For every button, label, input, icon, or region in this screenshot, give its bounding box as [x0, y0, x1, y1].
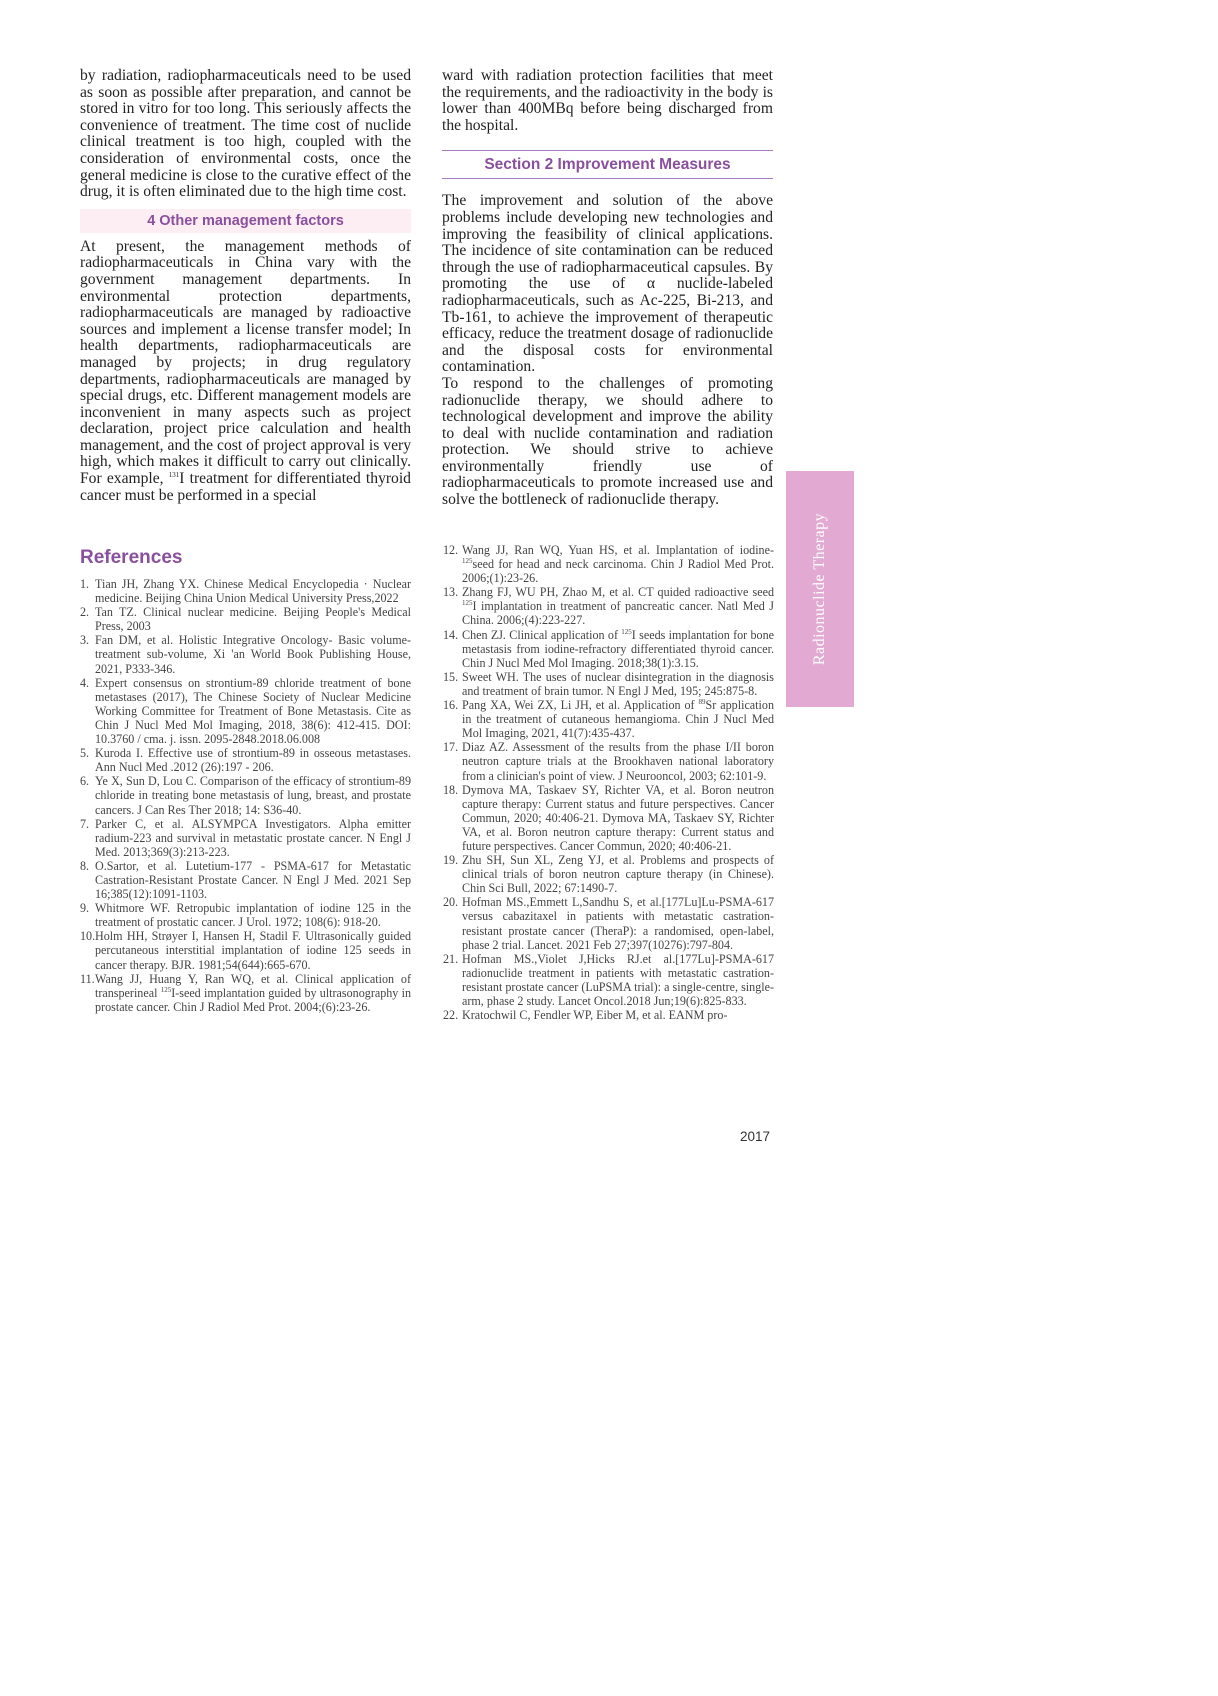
- reference-text: Dymova MA, Taskaev SY, Richter VA, et al. Boron neutron capture therapy: Current status and future perspectives. Cancer Commun, 2020; 40:406-21. Dymova MA, Taskaev SY, Richter VA, et al. Boron neutron capture therapy: Current status and future perspectives. Cancer Commun, 2020; 40:406-21.: [462, 782, 774, 853]
- reference-item: [443, 585, 774, 627]
- reference-text-cont: Sr application in the treatment of cutaneous hemangioma. Chin J Nucl Med Mol Imaging, 2021, 41(7):435-437.: [462, 698, 774, 741]
- reference-text: Zhu SH, Sun XL, Zeng YJ, et al. Problems and prospects of clinical trials of boron neutron capture therapy (in Chinese). Chin Sci Bull, 2022; 67:1490-7.: [462, 853, 774, 896]
- reference-text-cont: I implantation in treatment of pancreatic cancer. Natl Med J China. 2006;(4):223-227.: [462, 599, 774, 628]
- reference-item: [80, 633, 411, 675]
- reference-text: Parker C, et al. ALSYMPCA Investigators. Alpha emitter radium-223 and survival in metastatic prostate cancer. N Engl J Med. 2013;369(3):213-223.: [95, 816, 411, 859]
- improvement-paragraph-2: To respond to the challenges of promoting radionuclide therapy, we should adhere to technological development and improve the ability to deal with nuclide contamination and radiation protection. We should strive to achieve environmentally friendly use of radiopharmaceuticals to promote increased use and solve the bottleneck of radionuclide therapy.: [442, 374, 773, 509]
- reference-text: Pang XA, Wei ZX, Li JH, et al. Application of: [462, 698, 699, 713]
- reference-item: [443, 783, 774, 853]
- reference-number: 15.: [443, 669, 459, 684]
- section-4-paragraph: [80, 239, 411, 505]
- reference-text: Hofman MS.,Emmett L,Sandhu S, et al.[177Lu]Lu-PSMA-617 versus cabazitaxel in patients with metastatic castration-resistant prostate cancer (TheraP): a randomised, open-label, phase 2 trial. Lancet. 2021 Feb 27;397(10276):797-804.: [462, 895, 774, 952]
- side-tab-label: Radionuclide Therapy: [811, 512, 829, 666]
- reference-text: Expert consensus on strontium-89 chloride treatment of bone metastases (2017), The Chinese Society of Nuclear Medicine Working Committee for Treatment of Bone Metastasis. Cite as Chin J Nucl Med Mol Imaging, 2018, 38(6): 412-415. DOI: 10.3760 / cma. j. issn. 2095-2848.2018.06.008: [95, 675, 411, 747]
- reference-number: 6.: [80, 774, 90, 789]
- reference-item: [443, 740, 774, 782]
- reference-item: [80, 929, 411, 971]
- reference-number: 11.: [80, 971, 95, 986]
- reference-superscript: 125: [462, 557, 473, 566]
- reference-number: 14.: [443, 627, 459, 642]
- reference-item: [80, 901, 411, 929]
- reference-number: 3.: [80, 633, 90, 648]
- reference-number: 13.: [443, 585, 459, 600]
- references-list-left: [80, 577, 411, 1014]
- reference-text: Ye X, Sun D, Lou C. Comparison of the efficacy of strontium-89 chloride in treating bone metastasis of lung, breast, and prostate cancers. J Can Res Ther 2018; 14: S36-40.: [95, 774, 411, 817]
- section-side-tab: [786, 471, 854, 707]
- reference-item: [443, 952, 774, 1008]
- reference-text-cont: I-seed implantation guided by ultrasonography in prostate cancer. Chin J Radiol Med Prot. 2004;(6):23-26.: [95, 985, 411, 1014]
- reference-superscript: 125: [621, 627, 632, 636]
- reference-text: Chen ZJ. Clinical application of: [462, 627, 622, 642]
- right-column: [442, 68, 773, 509]
- reference-text: O.Sartor, et al. Lutetium-177 - PSMA-617 for Metastatic Castration-Resistant Prostate Cancer. N Engl J Med. 2021 Sep 16;385(12):1091-1103.: [95, 858, 411, 902]
- reference-number: 5.: [80, 746, 90, 761]
- improvement-paragraph-1: The improvement and solution of the above problems include developing new technologies and improving the feasibility of clinical applications. The incidence of site contamination can be reduced through the use of radiopharmaceutical capsules. By promoting the use of α nuclide-labeled radiopharmaceuticals, such as Ac-225, Bi-213, and Tb-161, to achieve the improvement of therapeutic efficacy, reduce the treatment dosage of radionuclide and the disposal costs for environmental contamination.: [442, 192, 773, 376]
- reference-text: Sweet WH. The uses of nuclear disintegration in the diagnosis and treatment of brain tumor. N Engl J Med, 195; 245:875-8.: [462, 669, 774, 698]
- reference-text: Kuroda I. Effective use of strontium-89 in osseous metastases. Ann Nucl Med .2012 (26):197 - 206.: [95, 746, 411, 775]
- reference-number: 2.: [80, 605, 90, 620]
- reference-item: [80, 746, 411, 774]
- reference-number: 7.: [80, 816, 90, 831]
- reference-item: [80, 605, 411, 633]
- reference-item: [443, 670, 774, 698]
- reference-text: Whitmore WF. Retropubic implantation of iodine 125 in the treatment of prostatic cancer. J Urol. 1972; 108(6): 918-20.: [95, 901, 411, 930]
- reference-text: Diaz AZ. Assessment of the results from the phase I/II boron neutron capture trials at the Brookhaven national laboratory from a clinician's point of view. J Neurooncol, 2003; 62:101-9.: [462, 740, 774, 783]
- section-2-heading: Section 2 Improvement Measures: [442, 150, 773, 179]
- reference-item: [443, 543, 774, 585]
- reference-item: [80, 676, 411, 746]
- reference-item: [80, 972, 411, 1014]
- reference-item: [80, 817, 411, 859]
- reference-text: Tian JH, Zhang YX. Chinese Medical Encyclopedia · Nuclear medicine. Beijing China Union Medical University Press,2022: [95, 577, 411, 606]
- reference-text: Tan TZ. Clinical nuclear medicine. Beijing People's Medical Press, 2003: [95, 605, 411, 634]
- reference-text: Hofman MS.,Violet J,Hicks RJ.et al.[177Lu]-PSMA-617 radionuclide treatment in patients with metastatic castration-resistant prostate cancer (LuPSMA trial): a single-centre, single-arm, phase 2 study. Lancet Oncol.2018 Jun;19(6):825-833.: [462, 951, 774, 1008]
- reference-number: 21.: [443, 951, 459, 966]
- reference-item: [443, 698, 774, 740]
- reference-text: Zhang FJ, WU PH, Zhao M, et al. CT quided radioactive seed: [462, 585, 774, 600]
- reference-text: Fan DM, et al. Holistic Integrative Oncology- Basic volume-treatment sub-volume, Xi 'an World Book Publishing House, 2021, P333-346.: [95, 633, 411, 676]
- reference-text: Holm HH, Strøyer I, Hansen H, Stadil F. Ultrasonically guided percutaneous interstitial implantation of iodine 125 seeds in cancer therapy. BJR. 1981;54(644):665-670.: [95, 929, 411, 972]
- page-number: 2017: [740, 1129, 771, 1144]
- reference-number: 17.: [443, 740, 459, 755]
- reference-superscript: 125: [462, 599, 473, 608]
- reference-number: 16.: [443, 698, 459, 713]
- reference-number: 9.: [80, 901, 90, 916]
- reference-number: 22.: [443, 1008, 459, 1023]
- reference-number: 18.: [443, 782, 459, 797]
- section-4-heading: 4 Other management factors: [80, 209, 411, 233]
- reference-item: [443, 895, 774, 951]
- reference-item: [443, 853, 774, 895]
- reference-number: 19.: [443, 853, 459, 868]
- reference-text: Wang JJ, Ran WQ, Yuan HS, et al. Implantation of iodine-: [462, 543, 774, 557]
- reference-number: 10.: [80, 929, 96, 944]
- reference-number: 8.: [80, 858, 90, 873]
- references-list-right: [443, 543, 774, 1022]
- reference-number: 1.: [80, 577, 90, 591]
- reference-number: 12.: [443, 543, 459, 557]
- reference-text: Wang JJ, Huang Y, Ran WQ, et al. Clinical application of transperineal: [95, 971, 411, 1000]
- reference-text-cont: seed for head and neck carcinoma. Chin J Radiol Med Prot. 2006;(1):23-26.: [462, 557, 774, 586]
- reference-text-cont: I seeds implantation for bone metastasis from iodine-refractory differentiated thyroid cancer. Chin J Nucl Med Mol Imaging. 2018;38(1):3.15.: [462, 627, 774, 670]
- reference-item: [80, 577, 411, 605]
- reference-superscript: 125: [160, 985, 172, 994]
- reference-item: [80, 774, 411, 816]
- reference-number: 4.: [80, 675, 90, 690]
- section-4-text-a: At present, the management methods of radiopharmaceuticals in China vary with the government management departments. In environmental protection departments, radiopharmaceuticals are managed by radioactive sources and implement a license transfer model; In health departments, radiopharmaceuticals are managed by projects; in drug regulatory departments, radiopharmaceuticals are managed by special drugs, etc. Different management models are inconvenient in many aspects such as project declaration, project price calculation and health management, and the cost of project approval is very high, which makes it difficult to carry out clinically. For example,: [80, 237, 411, 488]
- iodine-131-superscript: 131: [168, 470, 180, 479]
- reference-number: 20.: [443, 895, 459, 910]
- left-column: [80, 68, 411, 504]
- reference-item: [80, 859, 411, 901]
- reference-item: [443, 1008, 774, 1022]
- continuation-paragraph: ward with radiation protection facilities that meet the requirements, and the radioactivity in the body is lower than 400MBq before being discharged from the hospital.: [442, 67, 773, 134]
- intro-paragraph: by radiation, radiopharmaceuticals need to be used as soon as possible after preparation, and cannot be stored in vitro for too long. This seriously affects the convenience of treatment. The time cost of nuclide clinical treatment is too high, coupled with the consideration of environmental costs, once the general medicine is close to the curative effect of the drug, it is often eliminated due to the high time cost.: [80, 67, 411, 201]
- reference-superscript: 89: [698, 698, 706, 706]
- reference-text: Kratochwil C, Fendler WP, Eiber M, et al. EANM pro-: [462, 1008, 728, 1023]
- section-4-text-b: I treatment for differentiated thyroid cancer must be performed in a special: [80, 470, 411, 504]
- references-title: References: [80, 547, 183, 568]
- reference-item: [443, 628, 774, 670]
